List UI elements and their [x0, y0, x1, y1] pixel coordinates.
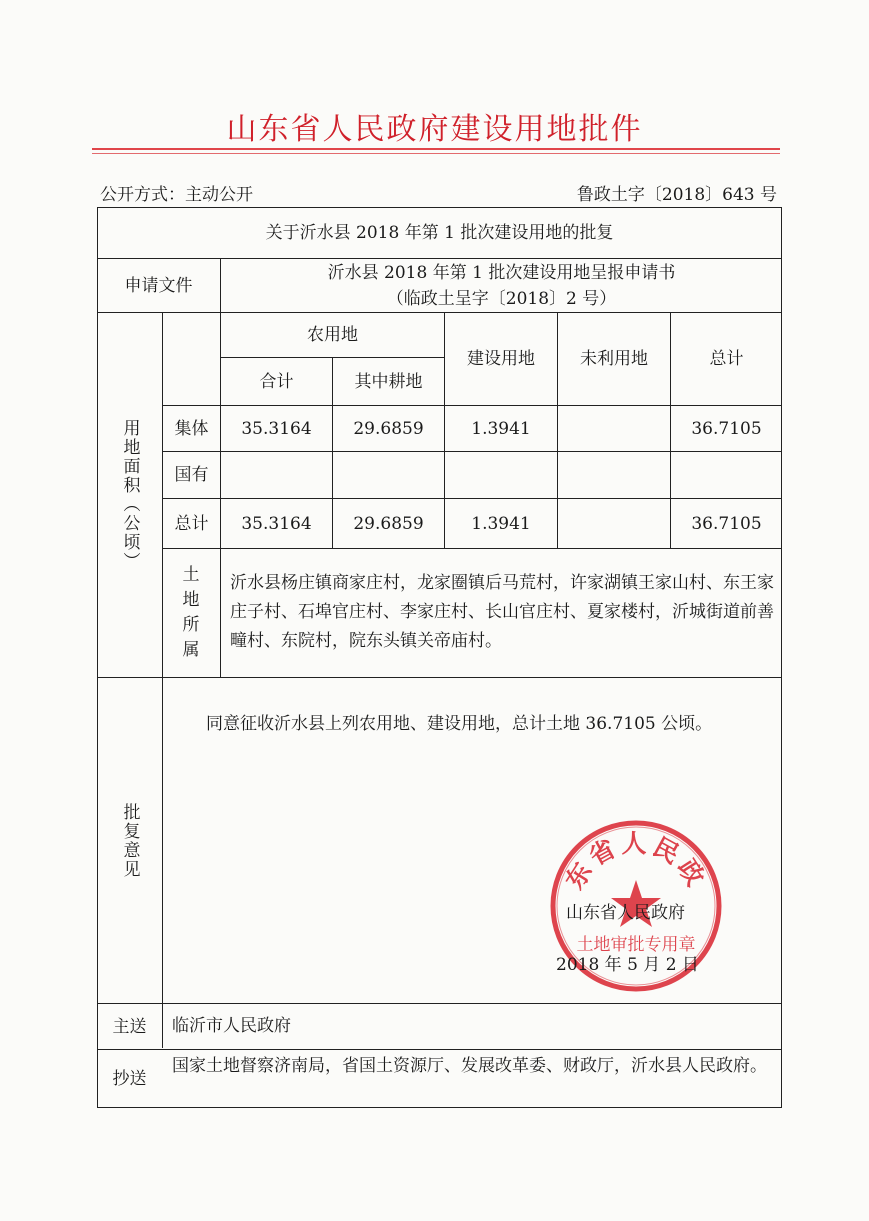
value-total: 36.7105: [691, 513, 762, 534]
document-number: 鲁政土字〔2018〕643 号: [576, 185, 777, 205]
value-agri-arable: 29.6859: [353, 418, 424, 439]
area-label: 用地面积（公顷）: [119, 419, 140, 571]
value-unused: [558, 452, 670, 498]
signatory: 山东省人民政府: [566, 903, 685, 923]
row-divider: [97, 1049, 782, 1050]
header-agri-total: 合计: [259, 371, 294, 392]
value-construction: 1.3941: [471, 418, 531, 439]
approval-label: 批复意见: [119, 802, 140, 879]
value-total: 36.7105: [691, 418, 762, 439]
ownership-text: 沂水县杨庄镇商家庄村，龙家圈镇后马荒村，许家湖镇王家山村、东王家庄子村、石埠官庄村、李家庄村、长山官庄村、夏家楼村，沂城街道前善疃村、东院村，院东头镇关帝庙村。: [230, 573, 774, 651]
application-number: （临政土呈字〔2018〕2 号）: [386, 288, 617, 309]
subject-cell: 关于沂水县 2018 年第 1 批次建设用地的批复: [265, 223, 614, 243]
svg-text:土地审批专用章: 土地审批专用章: [576, 935, 696, 955]
application-cell: [221, 259, 782, 312]
svg-text:东省人民政: 东省人民政: [559, 829, 713, 895]
disclosure-mode: 公开方式：主动公开: [100, 185, 253, 205]
row-label: 总计: [174, 513, 209, 534]
value-agri-total: 35.3164: [241, 513, 312, 534]
header-agri: 农用地: [307, 325, 358, 345]
approval-date: 2018 年 5 月 2 日: [556, 955, 699, 975]
main-recipient-label: 主送: [112, 1016, 147, 1037]
row-label: 集体: [174, 418, 209, 439]
value-agri-total: 35.3164: [241, 418, 312, 439]
value-construction: [445, 452, 557, 498]
ownership-label: 土地所属: [182, 565, 200, 660]
approval-label-cell: [97, 678, 162, 1003]
header-unused: 未利用地: [580, 349, 648, 369]
value-unused: [558, 406, 670, 451]
header-total: 总计: [709, 349, 744, 369]
value-total: [671, 452, 782, 498]
approval-text: 同意征收沂水县上列农用地、建设用地，总计土地 36.7105 公顷。: [206, 714, 713, 734]
row-divider: [97, 677, 782, 678]
main-recipient: 临沂市人民政府: [172, 1016, 291, 1036]
area-label-cell: [97, 313, 162, 677]
title-rule-thin: [92, 153, 780, 154]
title-rule-thick: [92, 148, 780, 150]
document-title: 山东省人民政府建设用地批件: [226, 112, 643, 147]
header-agri-arable: 其中耕地: [354, 371, 423, 392]
row-divider: [97, 1003, 782, 1004]
value-agri-arable: 29.6859: [353, 513, 424, 534]
application-title: 沂水县 2018 年第 1 批次建设用地呈报申请书: [327, 262, 676, 283]
row-label: 国有: [174, 465, 209, 485]
header-construction: 建设用地: [467, 349, 535, 369]
value-unused: [558, 499, 670, 548]
value-construction: 1.3941: [471, 513, 531, 534]
cc-label: 抄送: [112, 1068, 147, 1089]
row-divider: [162, 548, 782, 549]
value-agri-total: [221, 452, 332, 498]
application-label: 申请文件: [124, 275, 193, 296]
cc-recipients: 国家土地督察济南局，省国土资源厅、发展改革委、财政厅，沂水县人民政府。: [172, 1056, 767, 1076]
value-agri-arable: [333, 452, 444, 498]
